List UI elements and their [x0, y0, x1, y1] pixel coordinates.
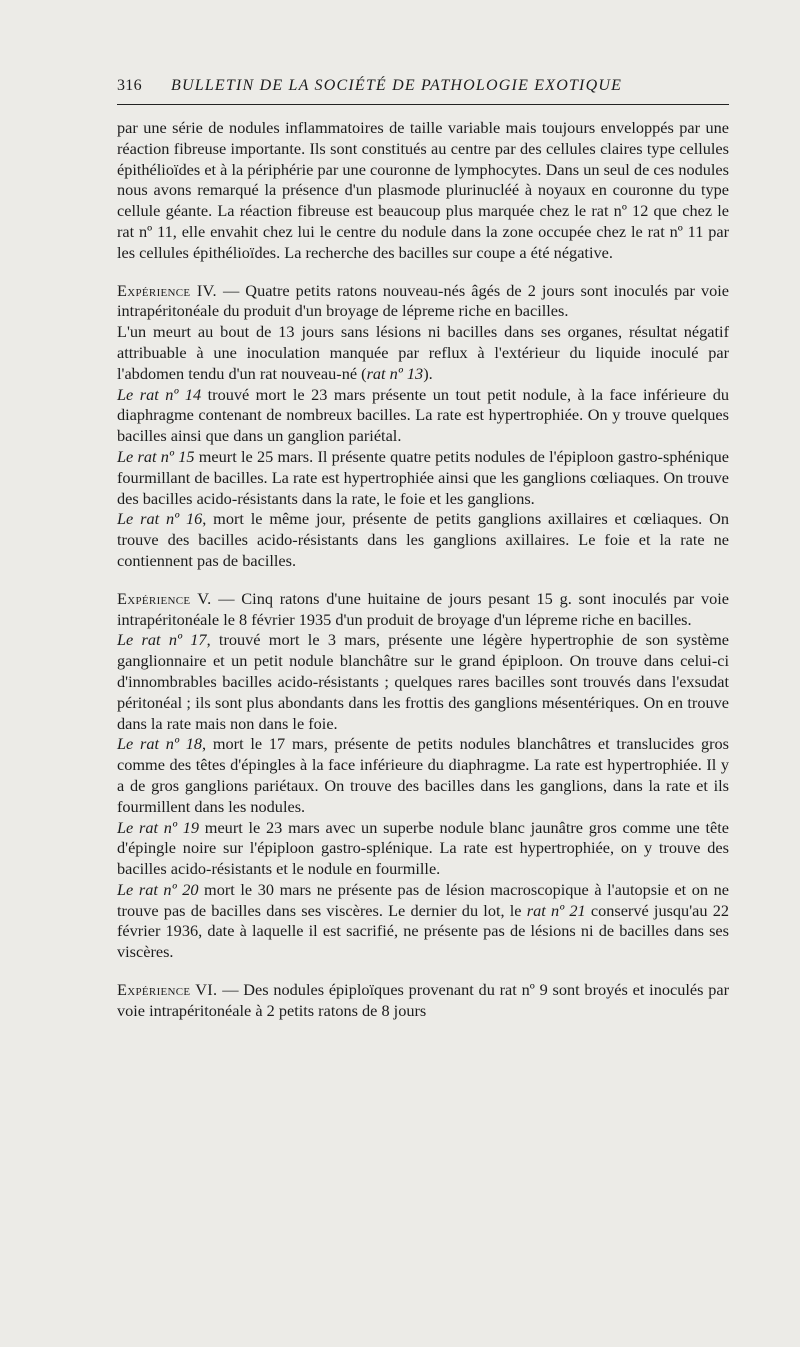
rat18-label: Le rat nº 18 — [117, 734, 203, 754]
experiment-v-rat18 — [117, 734, 729, 817]
experiment-v-rat17 — [117, 630, 729, 734]
experiment-iv-text: — Quatre petits ratons nouveau-nés âgés de 2 jours sont inoculés par voie intrapéritonéale du produit d'un broyage de lépreme riche en bacilles. — [117, 280, 729, 321]
experiment-iv-heading: Expérience IV. — [117, 280, 217, 300]
rat21-text: conservé jusqu'au 22 février 1936, date à laquelle il est sacrifié, ne présente pas de lésions ni de bacilles dans ses viscères. — [117, 900, 729, 962]
experiment-v-intro — [117, 589, 729, 631]
rat13-label: rat nº 13 — [366, 363, 424, 383]
experiment-iv-rat14 — [117, 385, 729, 447]
rat17-text: , trouvé mort le 3 mars, présente une légère hypertrophie de son système ganglionnaire et un petit nodule blanchâtre sur le grand épiploon. On trouve dans celui-ci d'innombrables bacilles acido-résistants ; quelques rares bacilles sont trouvés dans l'exsudat péritonéal ; ils sont plus abondants dans les frottis des ganglions mésentériques. On en trouve dans la rate mais non dans le foie. — [117, 630, 729, 733]
paragraph-continuation: par une série de nodules inflammatoires de taille variable mais toujours enveloppés par une réaction fibreuse importante. Ils sont constitués au centre par des cellules claires type cellules épithélioïdes et à la périphérie par une couronne de lymphocytes. Dans un seul de ces nodules nous avons remarqué la présence d'un plasmode plurinucléé à noyaux en couronne du type cellule géante. La réaction fibreuse est beaucoup plus marquée chez le rat nº 12 que chez le rat nº 11, elle envahit chez lui le centre du nodule dans la zone occupée chez le rat nº 11 par les cellules épithélioïdes. La recherche des bacilles sur coupe a été négative. — [117, 118, 729, 262]
header-rule — [117, 104, 729, 105]
rat16-label: Le rat nº 16 — [117, 509, 203, 529]
experiment-vi-heading: Expérience VI. — [117, 980, 218, 1000]
experiment-v-text: — Cinq ratons d'une huitaine de jours pesant 15 g. sont inoculés par voie intrapéritonéale le 8 février 1935 d'un produit de broyage d'un lépreme riche en bacilles. — [117, 588, 729, 629]
rat20-text: mort le 30 mars ne présente pas de lésion macroscopique à l'autopsie et on ne trouve pas de bacilles dans ses viscères. Le dernier du lot, le — [117, 879, 729, 920]
rat15-label: Le rat nº 15 — [117, 446, 195, 466]
experiment-iv-intro — [117, 281, 729, 323]
rat13-end: ). — [423, 363, 433, 383]
experiment-v-rat19 — [117, 818, 729, 880]
experiment-v-heading: Expérience V. — [117, 588, 212, 608]
experiment-vi-text: — Des nodules épiploïques provenant du rat nº 9 sont broyés et inoculés par voie intrapéritonéale à 2 petits ratons de 8 jours — [117, 980, 730, 1020]
rat19-label: Le rat nº 19 — [117, 817, 200, 837]
experiment-vi-intro — [117, 980, 729, 1022]
page-number: 316 — [117, 77, 142, 94]
rat13-text: L'un meurt au bout de 13 jours sans lésions ni bacilles dans ses organes, résultat négatif attribuable à une inoculation manquée par reflux à l'extérieur du liquide inoculé par l'abdomen tendu d'un rat nouveau-né ( — [117, 322, 729, 383]
rat19-text: meurt le 23 mars avec un superbe nodule blanc jaunâtre gros comme une tête d'épingle noire sur l'épiploon gastro-splénique. La rate est hypertrophiée, on y trouve des bacilles acido-résistants et le nodule en fourmille. — [117, 817, 729, 879]
article-body — [117, 118, 729, 1022]
rat20-label: Le rat nº 20 — [117, 879, 199, 899]
rat16-text: , mort le même jour, présente de petits ganglions axillaires et cœliaques. On trouve des bacilles acido-résistants dans les ganglions axillaires. Le foie et la rate ne contiennent pas de bacilles. — [117, 509, 729, 570]
rat17-label: Le rat nº 17 — [117, 630, 207, 650]
running-title: BULLETIN DE LA SOCIÉTÉ DE PATHOLOGIE EXOTIQUE — [171, 77, 623, 94]
experiment-v-rat20 — [117, 880, 729, 963]
rat14-label: Le rat nº 14 — [117, 384, 202, 404]
rat21-label: rat nº 21 — [526, 900, 586, 920]
experiment-iv-rat13 — [117, 322, 729, 384]
rat15-text: meurt le 25 mars. Il présente quatre petits nodules de l'épiploon gastro-sphénique fourmillant de bacilles. La rate est hypertrophiée ainsi que les ganglions cœliaques. On trouve des bacilles acido-résistants dans la rate, le foie et les ganglions. — [117, 446, 729, 508]
experiment-iv-rat15 — [117, 447, 729, 509]
rat14-text: trouvé mort le 23 mars présente un tout petit nodule, à la face inférieure du diaphragme contenant de nombreux bacilles. La rate est hypertrophiée. On y trouve quelques bacilles ainsi que dans un ganglion pariétal. — [117, 384, 729, 446]
experiment-iv-rat16 — [117, 509, 729, 571]
rat18-text: , mort le 17 mars, présente de petits nodules blanchâtres et translucides gros comme des têtes d'épingles à la face inférieure du diaphragme. La rate est hypertrophiée. Il y a de gros ganglions pariétaux. On trouve des bacilles dans les ganglions, dans la rate et ils fourmillent dans les nodules. — [117, 734, 729, 816]
